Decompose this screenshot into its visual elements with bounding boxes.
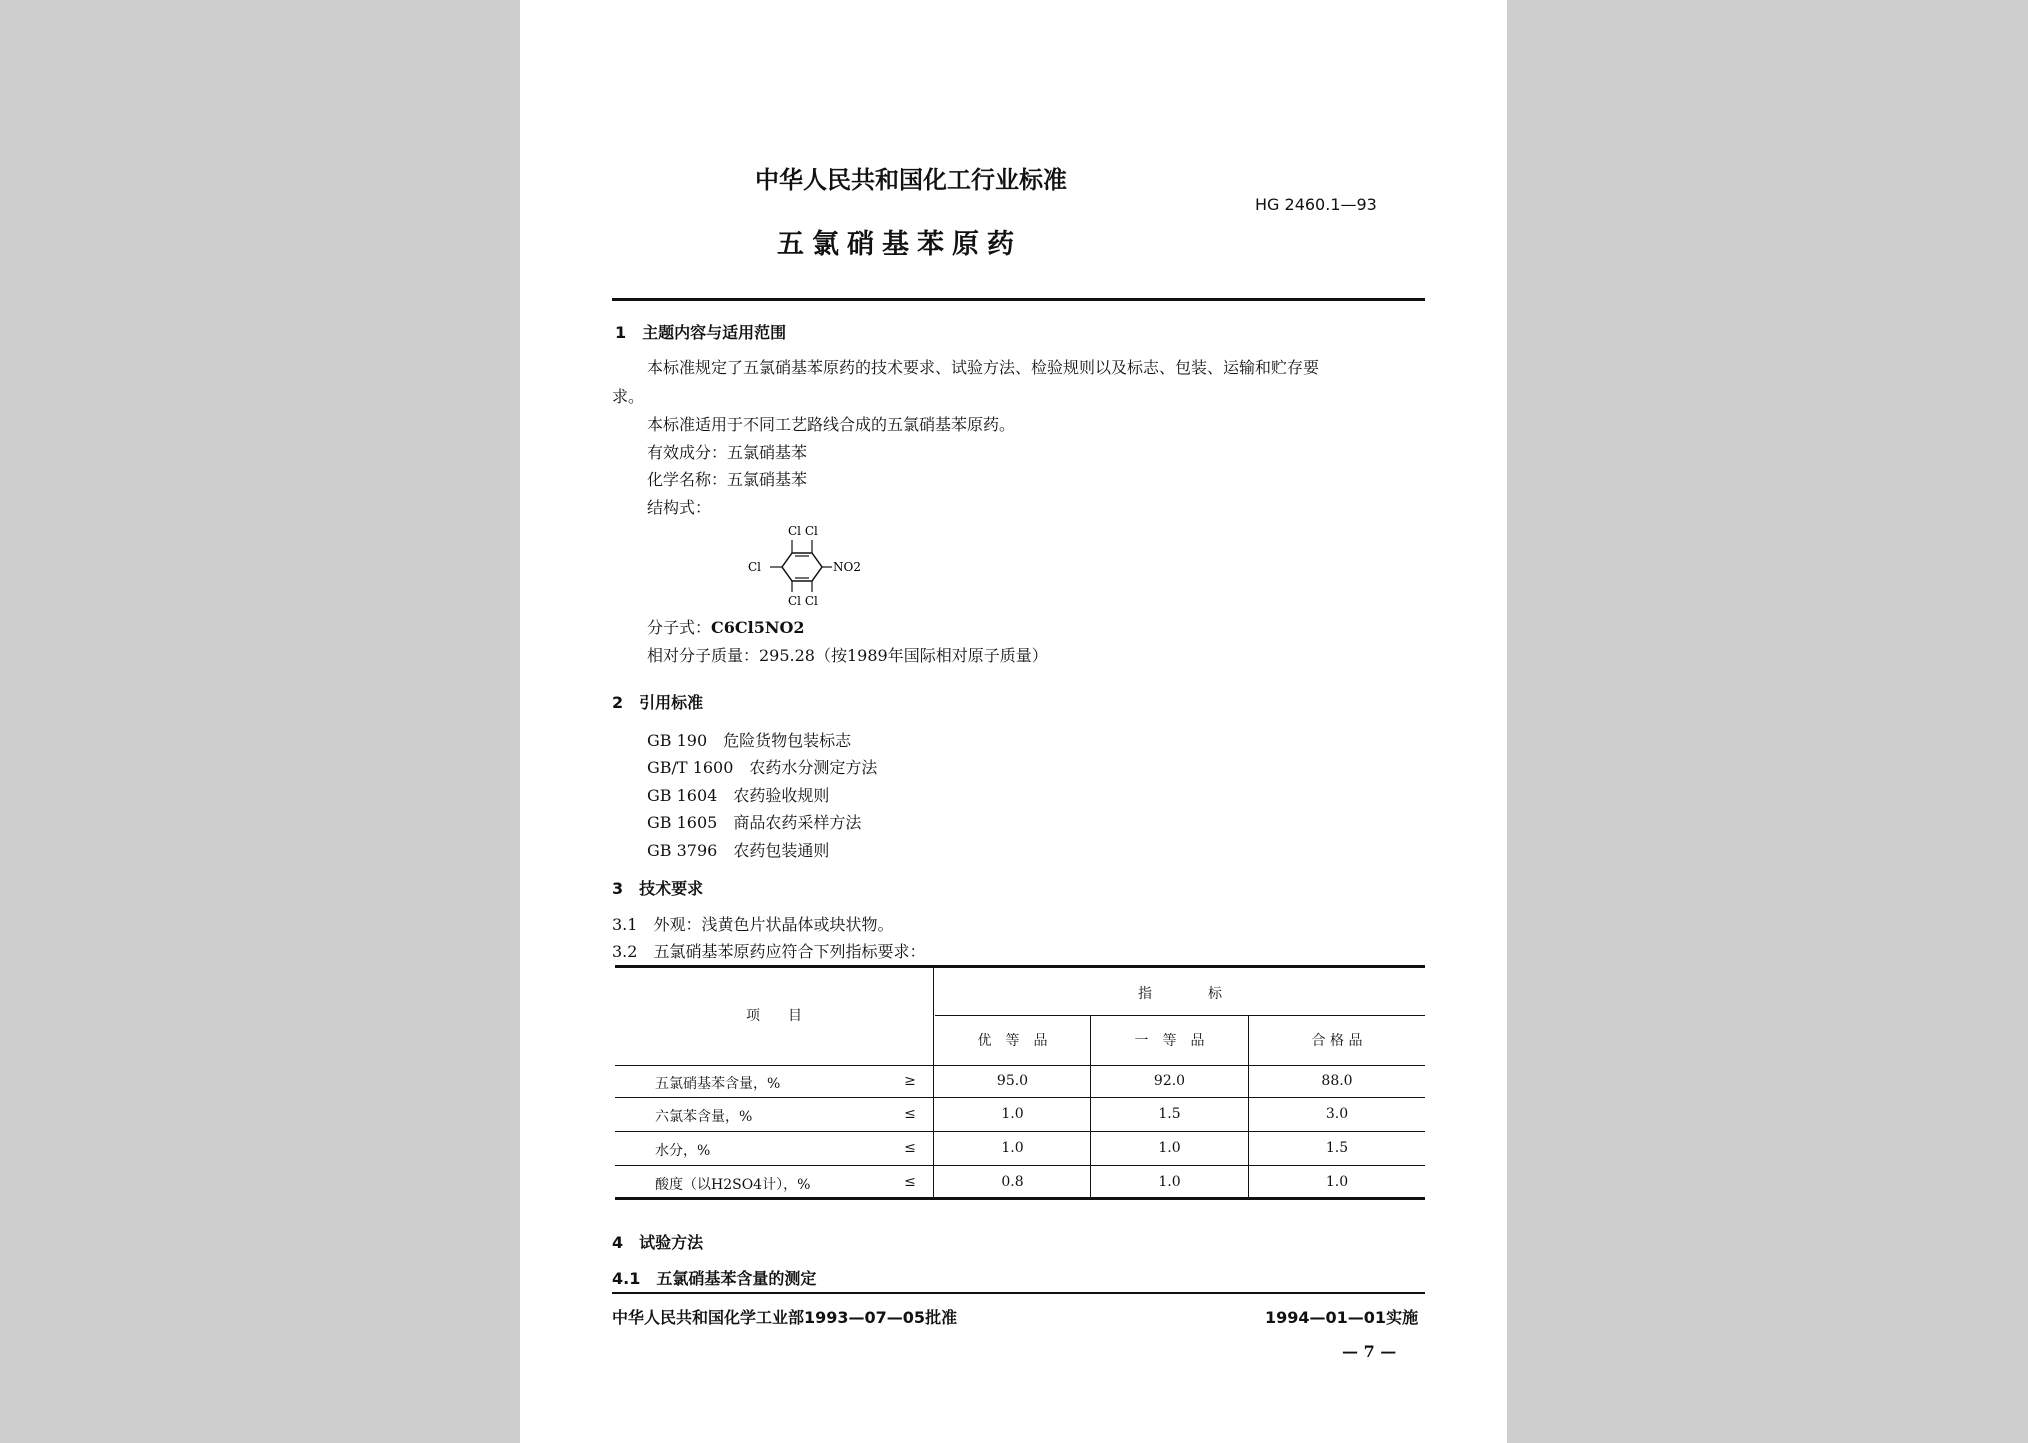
col-header-item: 项 目 bbox=[746, 1008, 802, 1024]
row-value: 0.8 bbox=[1001, 1174, 1024, 1190]
formula-value: C6Cl5NO2 bbox=[711, 618, 805, 637]
row-name: 六氯苯含量，% bbox=[655, 1109, 753, 1125]
header-rule bbox=[612, 298, 1425, 301]
row-value: 1.0 bbox=[1158, 1174, 1181, 1190]
row-operator: ≤ bbox=[904, 1140, 916, 1156]
approval-text: 中华人民共和国化学工业部1993—07—05批准 bbox=[612, 1308, 958, 1327]
ref-item: GB 190 危险货物包装标志 bbox=[647, 731, 852, 750]
row-value: 1.0 bbox=[1158, 1140, 1181, 1156]
section-4-1: 4.1 五氯硝基苯含量的测定 bbox=[612, 1269, 817, 1288]
document-title: 五氯硝基苯原药 bbox=[777, 229, 1022, 260]
col-header-grade: 一 等 品 bbox=[1134, 1033, 1205, 1049]
ref-item: GB 1604 农药验收规则 bbox=[647, 786, 830, 805]
row-value: 1.0 bbox=[1001, 1140, 1024, 1156]
row-operator: ≤ bbox=[904, 1106, 916, 1122]
footer-rule bbox=[612, 1292, 1425, 1294]
molecular-formula bbox=[647, 615, 805, 638]
row-name: 水分，% bbox=[655, 1143, 711, 1159]
ref-item: GB 1605 商品农药采样方法 bbox=[647, 813, 862, 832]
row-value: 1.0 bbox=[1325, 1174, 1349, 1190]
formula-label: 分子式： bbox=[647, 618, 712, 637]
section-1-heading: 1 主题内容与适用范围 bbox=[615, 323, 787, 342]
sec1-para2: 本标准适用于不同工艺路线合成的五氯硝基苯原药。 bbox=[647, 415, 1016, 434]
col-header-grade: 优 等 品 bbox=[977, 1033, 1048, 1049]
chemical-name: 化学名称：五氯硝基苯 bbox=[647, 470, 808, 489]
cl-left-label: Cl bbox=[748, 560, 762, 574]
effective-date: 1994—01—01实施 bbox=[1265, 1308, 1419, 1327]
no2-label: NO2 bbox=[833, 560, 861, 574]
row-value: 88.0 bbox=[1321, 1073, 1353, 1089]
sec1-para1-end: 求。 bbox=[612, 387, 645, 406]
spec-table bbox=[615, 965, 1425, 1198]
row-operator: ≤ bbox=[904, 1174, 916, 1190]
ref-item: GB/T 1600 农药水分测定方法 bbox=[647, 758, 878, 777]
row-name: 五氯硝基苯含量，% bbox=[655, 1076, 781, 1092]
col-header-index: 指 标 bbox=[1138, 986, 1222, 1002]
molecular-mass: 相对分子质量：295.28（按1989年国际相对原子质量） bbox=[647, 646, 1048, 665]
standard-code: HG 2460.1—93 bbox=[1255, 195, 1377, 214]
section-3-heading: 3 技术要求 bbox=[612, 879, 704, 898]
sec1-para1: 本标准规定了五氯硝基苯原药的技术要求、试验方法、检验规则以及标志、包装、运输和贮存要 bbox=[647, 358, 1320, 377]
section-3-2: 3.2 五氯硝基苯原药应符合下列指标要求： bbox=[612, 942, 926, 961]
row-value: 1.0 bbox=[1001, 1106, 1024, 1122]
benzene-ring-diagram bbox=[720, 520, 880, 610]
document-page bbox=[520, 0, 1507, 1443]
structural-formula bbox=[720, 520, 880, 610]
page-number: — 7 — bbox=[1342, 1342, 1397, 1361]
ref-item: GB 3796 农药包装通则 bbox=[647, 841, 830, 860]
section-2-heading: 2 引用标准 bbox=[612, 693, 704, 712]
structure-label: 结构式： bbox=[647, 498, 712, 517]
section-4-heading: 4 试验方法 bbox=[612, 1233, 704, 1252]
cl-bottom-label: Cl Cl bbox=[788, 594, 818, 608]
org-title: 中华人民共和国化工行业标准 bbox=[755, 166, 1067, 194]
row-value: 1.5 bbox=[1158, 1106, 1181, 1122]
row-value: 95.0 bbox=[996, 1073, 1029, 1089]
row-value: 1.5 bbox=[1325, 1140, 1349, 1156]
section-3-1: 3.1 外观：浅黄色片状晶体或块状物。 bbox=[612, 915, 894, 934]
row-value: 3.0 bbox=[1325, 1106, 1349, 1122]
row-name: 酸度（以H2SO4计），% bbox=[655, 1177, 811, 1193]
cl-top-label: Cl Cl bbox=[788, 524, 818, 538]
row-operator: ≥ bbox=[904, 1073, 916, 1089]
col-header-grade: 合 格 品 bbox=[1311, 1033, 1363, 1049]
row-value: 92.0 bbox=[1153, 1073, 1186, 1089]
active-ingredient: 有效成分：五氯硝基苯 bbox=[647, 443, 808, 462]
